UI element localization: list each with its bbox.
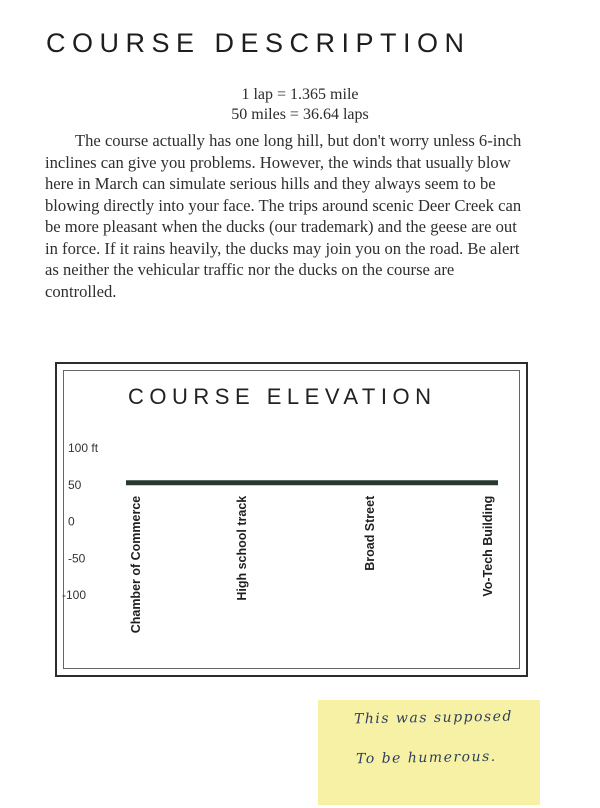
miles-formula: 50 miles = 36.64 laps	[231, 106, 369, 123]
y-tick-label: 0	[68, 514, 75, 529]
y-tick-label: -50	[68, 551, 86, 566]
chart-title: COURSE ELEVATION	[128, 384, 437, 409]
category-label: Chamber of Commerce	[129, 495, 143, 634]
y-tick-label: -100	[62, 588, 87, 602]
category-label: Vo-Tech Building	[481, 495, 495, 597]
lap-formula: 1 lap = 1.365 mile	[241, 86, 359, 103]
category-label: Broad Street	[363, 495, 377, 571]
category-label: High school track	[235, 495, 249, 601]
note-line-2: To be humerous.	[355, 748, 497, 768]
page-title: COURSE DESCRIPTION	[46, 28, 471, 58]
y-tick-label: 100 ft	[68, 441, 99, 455]
note-line-1: This was supposed	[353, 708, 514, 728]
sticky-note	[318, 700, 540, 805]
y-tick-label: 50	[68, 477, 82, 492]
course-description: The course actually has one long hill, but don't worry unless 6-inch inclines can give you problems. However, the winds that usually blow here in March can simulate serious hills and they always seem to be blowing directly into your face. The trips around scenic Deer Creek can be more pleasant when the ducks (our trademark) and the geese are out in force. If it rains heavily, the ducks may join you on the road. Be alert as neither the vehicular traffic nor the ducks on the course are controlled.	[45, 131, 522, 301]
